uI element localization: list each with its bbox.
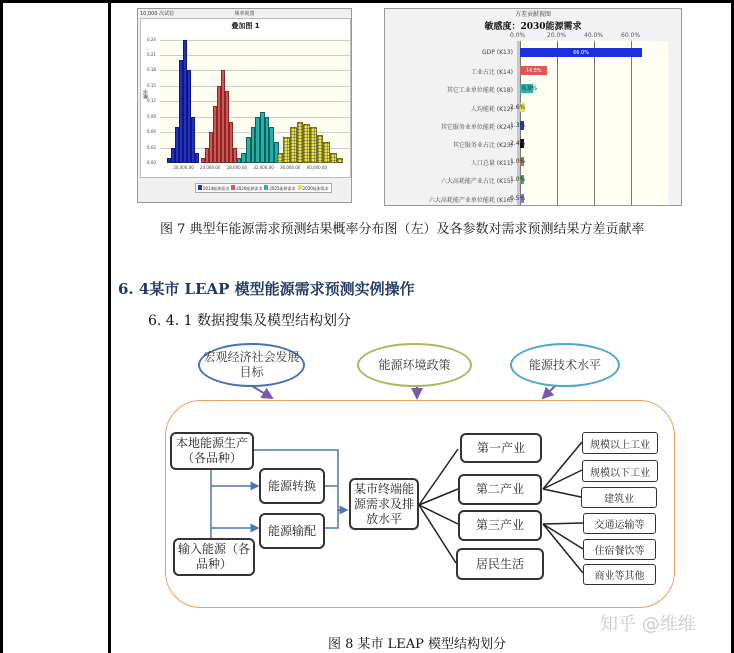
factor-energy-technology: 能源技术水平 (510, 343, 620, 387)
legend-item: 2014能源需求 (198, 185, 229, 192)
factor-label: 工业占比 (K14) (470, 69, 513, 77)
energy-conversion-box: 能源转换 (259, 468, 325, 504)
y-tick-label: 0.21 (147, 52, 156, 57)
y-tick-label: 0.03 (147, 144, 156, 150)
contribution-value: 2.4% (510, 140, 526, 147)
x-tick-label: 20.0% (547, 32, 567, 39)
contribution-bar: 14.8% (520, 66, 547, 75)
local-energy-production-box: 本地能源生产（各品种） (170, 432, 254, 470)
factor-label: 人口总量 (K11) (470, 160, 513, 168)
watermark: 知乎 @维维 (600, 614, 696, 635)
x-tick-label: 36,000.00 (280, 165, 301, 170)
sector-residential: 居民生活 (456, 548, 544, 580)
section-heading: 6. 4某市 LEAP 模型能源需求预测实例操作 (118, 280, 415, 298)
city-end-use-demand-box: 某市终端能源需求及排放水平 (349, 478, 419, 530)
x-tick-label: 60.0% (621, 32, 641, 39)
factor-label: 人均能耗 (K12) (470, 105, 513, 113)
contribution-bar: 66.0% (520, 48, 642, 57)
y-tick-label: 0.00 (147, 160, 156, 165)
y-tick-label: 0.24 (147, 36, 156, 42)
contribution-value: 0.5% (510, 194, 526, 202)
contribution-value: 2.6% (510, 103, 526, 111)
x-tick-label: 0.0% (510, 32, 526, 39)
chart-title: 叠加图 1 (231, 22, 260, 30)
chart-window-title: 频率视图 (234, 11, 255, 17)
contribution-value: 1.3% (510, 121, 526, 129)
legend-item: 2020能源需求 (231, 185, 262, 192)
sector-secondary-industry: 第二产业 (458, 474, 542, 505)
x-tick-label: 28,000.00 (226, 165, 248, 170)
subsector-large-industry: 规模以上工业 (582, 432, 658, 454)
factor-label: 六大高耗能产业占比 (K15) (440, 178, 513, 186)
y-tick-label: 0.15 (147, 82, 156, 88)
subsector-construction: 建筑业 (581, 487, 657, 508)
x-tick-label: 40,000.00 (306, 165, 328, 170)
contribution-value: 6.9% (522, 85, 538, 93)
y-tick-label: 0.09 (147, 113, 156, 119)
subsector-transport: 交通运输等 (583, 513, 656, 534)
subsector-small-industry: 规模以下工业 (582, 460, 658, 482)
subsector-hospitality: 住宿餐饮等 (583, 539, 656, 560)
subsector-commerce: 商业等其他 (583, 564, 656, 585)
factor-label: GDP (K13) (481, 49, 513, 56)
factor-label: 六大高耗能产业单位能耗 (K16) (428, 196, 513, 204)
sector-primary-industry: 第一产业 (460, 433, 542, 463)
chart-title: 敏感度：2030能源需求 (484, 22, 582, 32)
factor-macro-economy: 宏观经济社会发展目标 (198, 343, 305, 387)
contribution-value: 1.0% (510, 158, 526, 166)
factor-energy-policy: 能源环境政策 (357, 343, 472, 387)
x-tick-label: 40.0% (584, 32, 604, 39)
figure-8-caption: 图 8 某市 LEAP 模型结构划分 (328, 637, 507, 652)
y-tick-label: 0.06 (147, 129, 156, 135)
factor-label: 其它工业单位能耗 (K18) (446, 87, 513, 95)
legend-item: 2025能源需求 (264, 185, 295, 192)
x-tick-label: 24,000.00 (200, 165, 221, 170)
x-tick-label: 20,000.00 (173, 165, 194, 170)
legend-item: 2030能源需求 (298, 185, 329, 192)
factor-label: 其它服务业占比 (K23) (452, 142, 513, 149)
sector-tertiary-industry: 第三产业 (458, 510, 542, 541)
y-tick-label: 0.18 (147, 67, 156, 73)
factor-label: 其它服务业单位能耗 (K24) (440, 123, 513, 131)
y-tick-label: 0.12 (147, 98, 156, 104)
x-tick-label: 32,000.00 (253, 165, 274, 170)
energy-distribution-box: 能源输配 (259, 513, 325, 549)
subsection-heading: 6. 4. 1 数据搜集及模型结构划分 (148, 313, 351, 329)
imported-energy-box: 输入能源（各品种） (173, 538, 255, 576)
y-axis-label: 概率 (143, 89, 149, 99)
trials-label: 10,000 次试验 (140, 11, 175, 17)
chart-window-title: 方差贡献视图 (514, 11, 551, 18)
figure-7-caption: 图 7 典型年能源需求预测结果概率分布图（左）及各参数对需求预测结果方差贡献率 (160, 222, 645, 237)
contribution-value: 1.0% (510, 176, 526, 184)
